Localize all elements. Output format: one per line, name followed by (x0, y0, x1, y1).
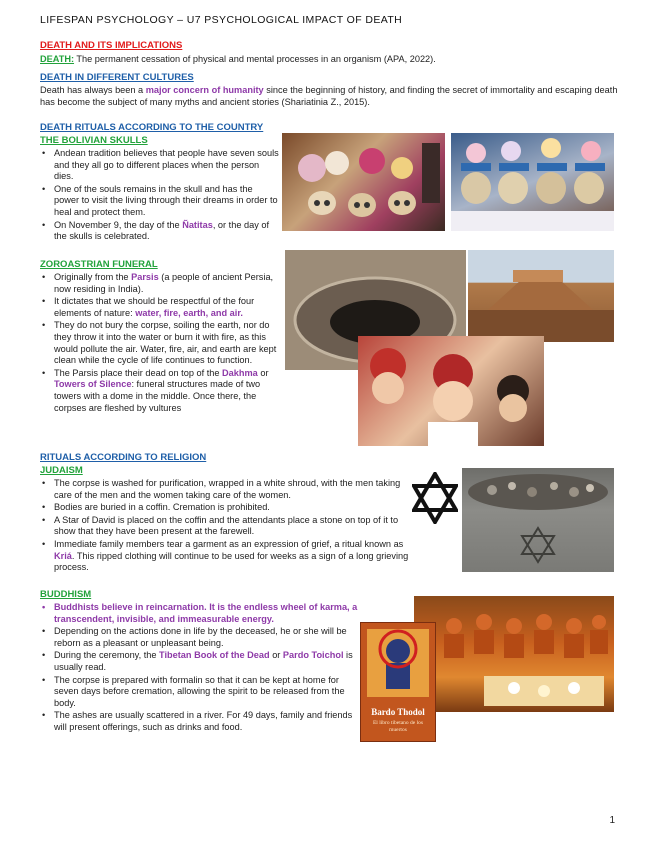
text-segment: or (269, 650, 283, 661)
judaism-list (40, 478, 412, 575)
list-item (40, 650, 360, 673)
text-segment: . This ripped clothing will continue to be used for weeks as a sign of a long grieving process. (54, 550, 409, 573)
book-subtitle: El libro tibetano de los muertos (372, 720, 424, 733)
monks-illustration (414, 596, 614, 712)
death-heading: DEATH AND ITS IMPLICATIONS (40, 40, 183, 51)
text-segment: (a people of ancient Persia, now residing in India). (54, 272, 274, 294)
list-item: • A Star of David is placed on the coffin and the attendants place a stone on top of it to show that they have been present at the farewell. (40, 515, 412, 538)
elements-highlight: water, fire, earth, and air. (135, 307, 243, 318)
skulls-row-illustration (451, 133, 614, 231)
cultures-paragraph (40, 85, 630, 108)
text-segment: or (257, 367, 269, 378)
kria-highlight: Kriá (54, 550, 72, 561)
parsis-highlight: Parsis (131, 272, 159, 282)
text-segment: On November 9, the day of the (54, 219, 183, 230)
parsi-children-photo (358, 336, 544, 446)
bolivian-skulls-photo-1 (282, 133, 445, 231)
death-definition-text: The permanent cessation of physical and mental processes in an organism (APA, 2022). (74, 54, 436, 64)
stones-illustration (462, 468, 614, 572)
tibetan-book-highlight: Tibetan Book of the Dead (159, 650, 270, 661)
list-item: • The corpse is prepared with formalin so that it can be kept at home for seven days before cremation, allowing the spirit to be released from the body. (40, 675, 360, 710)
list-item: • The corpse is washed for purification, wrapped in a white shroud, with the men taking care of the men and the women taking care of the women. (40, 478, 412, 501)
bolivian-heading: THE BOLIVIAN SKULLS (40, 135, 148, 146)
towers-highlight: Towers of Silence (54, 379, 132, 390)
star-of-david-icon (412, 472, 458, 524)
natitas-highlight: Ñatitas (182, 219, 213, 230)
text-segment: The Parsis place their dead on top of the (54, 367, 223, 378)
dakhma-highlight: Dakhma (222, 367, 258, 378)
towers-of-silence-photo (468, 250, 614, 342)
jewish-grave-stones-photo (462, 468, 614, 572)
list-item: • The ashes are usually scattered in a river. For 49 days, family and friends will present offerings, such as drinks and food. (40, 710, 360, 733)
text-segment: During the ceremony, the (54, 650, 160, 661)
cultures-highlight: major concern of humanity (145, 85, 264, 95)
children-illustration (358, 336, 544, 446)
cultures-text-after: since the beginning of history, and finding the secret of immortality and escaping death has become the subject of many myths and ancient stories (Shariatinia Z., 2015). (40, 85, 618, 107)
list-item (40, 272, 282, 295)
list-item: • Buddhists believe in reincarnation. It is the endless wheel of karma, a transcendent, invisible, and immeasurable energy. (40, 602, 360, 625)
bolivian-skulls-photo-2 (451, 133, 614, 231)
pardo-toichol-highlight: Pardo Toichol (282, 650, 344, 661)
zoroastrian-heading: ZOROASTRIAN FUNERAL (40, 259, 158, 270)
text-segment: , or the day of the skulls is celebrated. (54, 219, 270, 242)
tower-illustration (468, 250, 614, 342)
book-title: Bardo Thodol (371, 707, 425, 717)
judaism-heading: JUDAISM (40, 465, 83, 476)
death-label: DEATH: (40, 54, 75, 64)
list-item: • One of the souls remains in the skull and has the power to visit the living through their dreams in order to heal and protect them. (40, 184, 280, 219)
text-segment: Immediate family members tear a garment as an expression of grief, a ritual known as (54, 538, 404, 549)
list-item (40, 296, 282, 319)
list-item: • They do not bury the corpse, soiling the earth, nor do they throw it into the water or burn it with fire, as this would pollute the air. Water, fire, air, and earth are kept clean while the cycle of life continues to function. (40, 320, 282, 366)
cultures-text-before: Death has always been a (40, 85, 146, 95)
zoroastrian-list (40, 272, 282, 415)
text-segment: It dictates that we should be respectful of the four elements of nature: (54, 296, 255, 318)
bardo-thodol-book-cover (360, 622, 436, 742)
text-segment: is usually read. (54, 650, 353, 672)
list-item (40, 539, 412, 574)
list-item: • Depending on the actions done in life by the deceased, he or she will be reborn as a pleasant or unpleasant being. (40, 626, 360, 649)
list-item (40, 368, 282, 414)
list-item: • Andean tradition believes that people have seven souls and they all go to different places when the person dies. (40, 148, 280, 183)
buddhist-monks-photo (414, 596, 614, 712)
text-segment: : funeral structures made of two towers with a dome in the middle. Once there, the corpses are fleshed by vultures (54, 379, 261, 413)
buddhism-list (40, 602, 360, 735)
buddhism-heading: BUDDHISM (40, 589, 92, 600)
cultures-heading: DEATH IN DIFFERENT CULTURES (40, 72, 194, 83)
rituals-religion-heading: RITUALS ACCORDING TO RELIGION (40, 452, 207, 463)
skulls-illustration (282, 133, 445, 231)
rituals-country-heading: DEATH RITUALS ACCORDING TO THE COUNTRY (40, 122, 264, 133)
list-item (40, 220, 280, 243)
death-definition (40, 54, 630, 66)
bolivian-list (40, 148, 280, 244)
page-number: 1 (609, 815, 615, 826)
list-item: • Bodies are buried in a coffin. Cremation is prohibited. (40, 502, 412, 514)
document-header: LIFESPAN PSYCHOLOGY – U7 PSYCHOLOGICAL IMPACT OF DEATH (40, 14, 403, 26)
deity-illustration (361, 623, 435, 703)
text-segment: Originally from the (54, 272, 132, 282)
